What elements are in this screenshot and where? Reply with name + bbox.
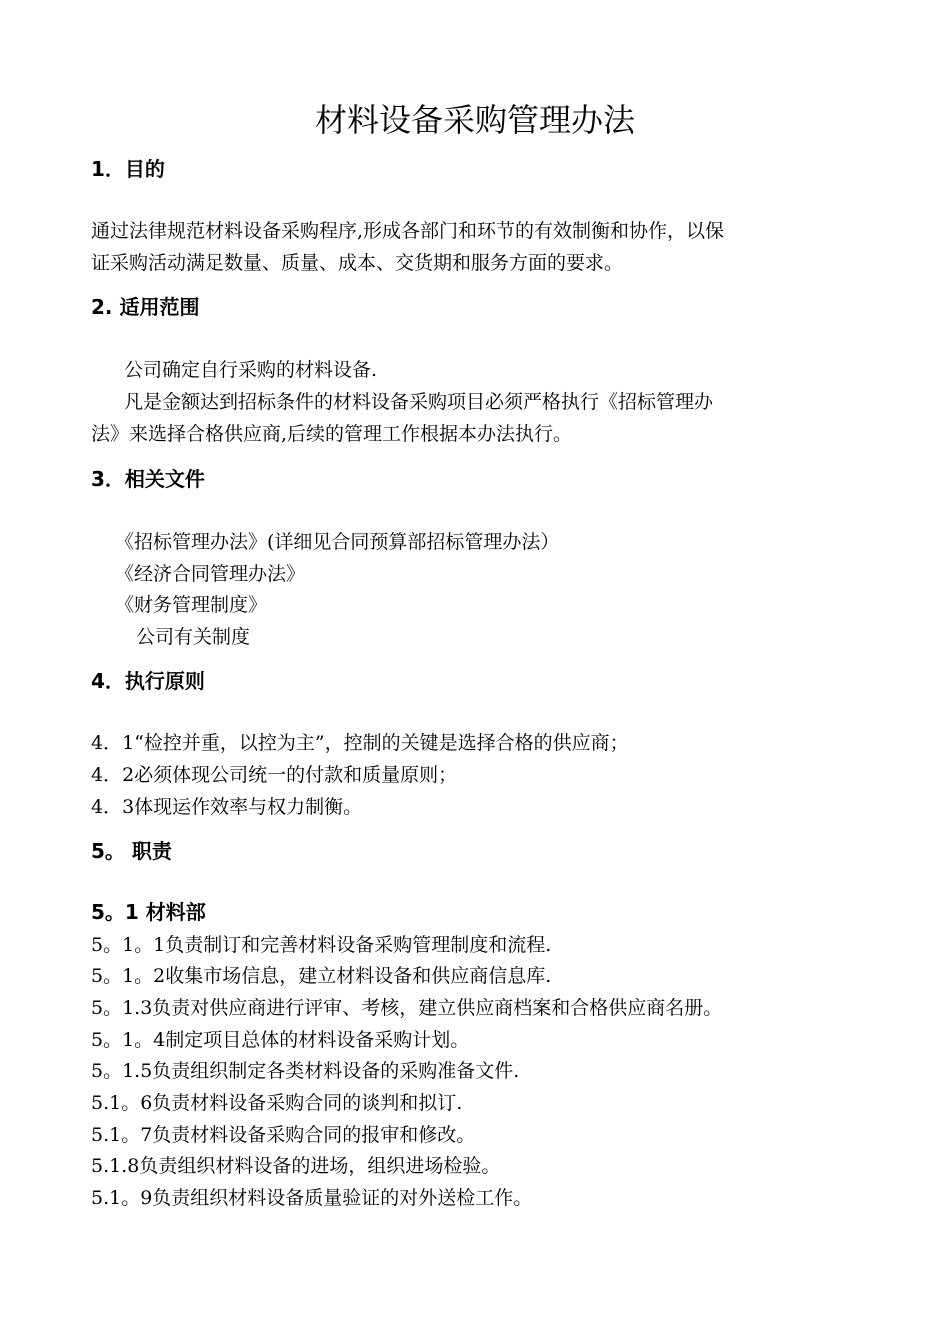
duties-line-4: 5。1。4制定项目总体的材料设备采购计划。 — [91, 1029, 470, 1051]
documents-line-4: 公司有关制度 — [136, 626, 251, 648]
section-heading-purpose: 1．目的 — [91, 157, 165, 181]
duties-line-8: 5.1.8负责组织材料设备的进场，组织进场检验。 — [91, 1155, 501, 1177]
duties-line-9: 5.1。9负责组织材料设备质量验证的对外送检工作。 — [91, 1187, 533, 1209]
duties-line-3: 5。1.3负责对供应商进行评审、考核，建立供应商档案和合格供应商名册。 — [91, 997, 723, 1019]
principles-line-3: 4．3体现运作效率与权力制衡。 — [91, 796, 363, 818]
documents-line-1: 《招标管理办法》(详细见合同预算部招标管理办法） — [115, 531, 560, 553]
scope-line-2: 凡是金额达到招标条件的材料设备采购项目必须严格执行《招标管理办 — [124, 391, 714, 413]
documents-line-2: 《经济合同管理办法》 — [115, 563, 306, 585]
section-heading-duties: 5。 职责 — [91, 839, 172, 863]
duties-line-6: 5.1。6负责材料设备采购合同的谈判和拟订. — [91, 1092, 463, 1114]
duties-line-2: 5。1。2收集市场信息，建立材料设备和供应商信息库. — [91, 965, 552, 987]
scope-line-3: 法》来选择合格供应商,后续的管理工作根据本办法执行。 — [91, 423, 573, 445]
scope-line-1: 公司确定自行采购的材料设备. — [124, 359, 378, 381]
principles-line-1: 4．1“检控并重，以控为主”，控制的关键是选择合格的供应商； — [91, 732, 629, 754]
duties-line-5: 5。1.5负责组织制定各类材料设备的采购准备文件. — [91, 1060, 520, 1082]
document-title: 材料设备采购管理办法 — [314, 101, 635, 139]
duties-line-1: 5。1。1负责制订和完善材料设备采购管理制度和流程. — [91, 934, 552, 956]
duties-line-7: 5.1。7负责材料设备采购合同的报审和修改。 — [91, 1124, 476, 1146]
principles-line-2: 4．2必须体现公司统一的付款和质量原则； — [91, 764, 458, 786]
documents-line-3: 《财务管理制度》 — [115, 594, 268, 616]
subsection-heading-materials-dept: 5。1 材料部 — [91, 900, 206, 924]
section-heading-principles: 4．执行原则 — [91, 669, 205, 693]
section-heading-documents: 3．相关文件 — [91, 467, 205, 491]
section-heading-scope: 2. 适用范围 — [91, 295, 200, 319]
purpose-line-2: 证采购活动满足数量、质量、成本、交货期和服务方面的要求。 — [91, 252, 624, 274]
purpose-line-1: 通过法律规范材料设备采购程序,形成各部门和环节的有效制衡和协作，以保 — [91, 220, 725, 242]
